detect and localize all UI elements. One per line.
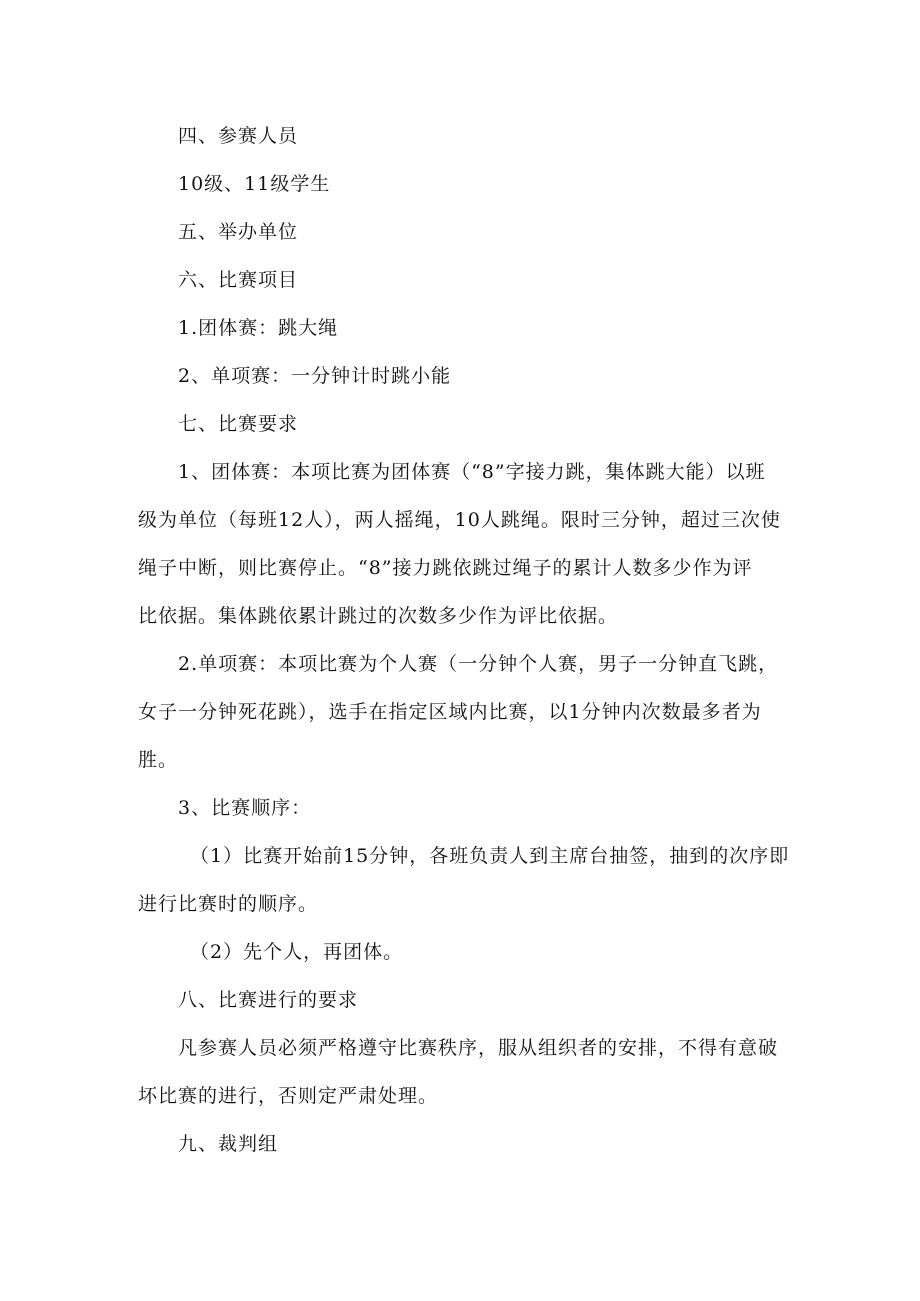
section-heading-referees: 九、裁判组 (178, 1133, 279, 1155)
paragraph-line: 女子一分钟死花跳），选手在指定区域内比赛，以1分钟内次数最多者为 (138, 701, 762, 723)
paragraph-line: （2）先个人，再团体。 (190, 941, 404, 963)
paragraph-line: 比依据。集体跳依累计跳过的次数多少作为评比依据。 (138, 605, 619, 627)
paragraph-line: 凡参赛人员必须严格遵守比赛秩序，服从组织者的安排，不得有意破 (178, 1037, 779, 1059)
paragraph-line: 坏比赛的进行，否则定严肃处理。 (138, 1085, 439, 1107)
subsection-heading-order: 3、比赛顺序： (178, 797, 312, 819)
participants-text: 10级、11级学生 (178, 173, 331, 195)
paragraph-line: 胜。 (138, 749, 179, 771)
event-item-team: 1.团体赛：跳大绳 (178, 317, 339, 339)
document-body (138, 112, 790, 1168)
section-heading-requirements: 七、比赛要求 (178, 413, 299, 435)
paragraph-line: 2.单项赛：本项比赛为个人赛（一分钟个人赛，男子一分钟直飞跳， (178, 653, 779, 675)
section-heading-conduct: 八、比赛进行的要求 (178, 989, 359, 1011)
paragraph-line: 级为单位（每班12人），两人摇绳，10人跳绳。限时三分钟，超过三次使 (138, 509, 781, 531)
paragraph-line: （1）比赛开始前15分钟，各班负责人到主席台抽签，抽到的次序即 (190, 845, 790, 867)
event-item-individual: 2、单项赛：一分钟计时跳小能 (178, 365, 452, 387)
paragraph-line: 进行比赛时的顺序。 (138, 893, 319, 915)
section-heading-events: 六、比赛项目 (178, 269, 299, 291)
section-heading-organizer: 五、举办单位 (178, 221, 299, 243)
paragraph-line: 绳子中断，则比赛停止。“8”接力跳依跳过绳子的累计人数多少作为评 (138, 557, 753, 579)
section-heading-participants: 四、参赛人员 (178, 125, 299, 147)
paragraph-line: 1、团体赛：本项比赛为团体赛（“8”字接力跳，集体跳大能）以班 (178, 461, 766, 483)
